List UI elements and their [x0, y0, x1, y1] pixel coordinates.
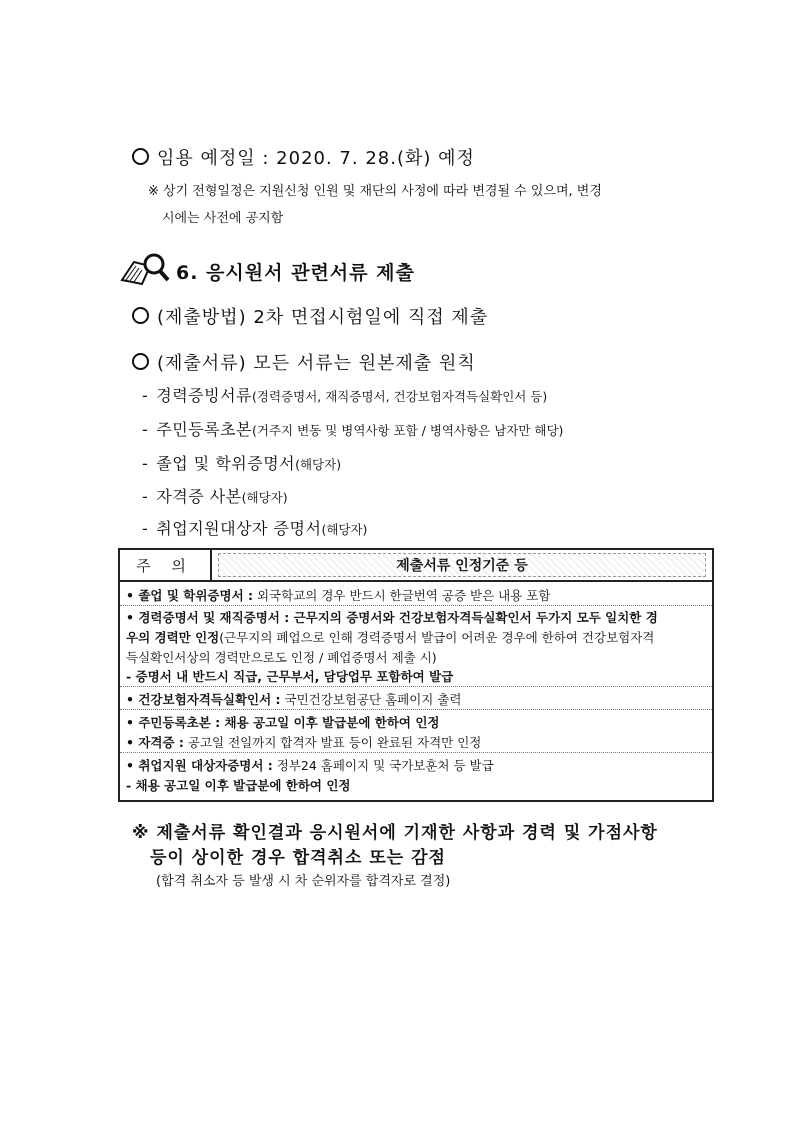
documents-title: (제출서류) 모든 서류는 원본제출 원칙: [132, 349, 476, 375]
footnote-line3: (합격 취소자 등 발생 시 차 순위자를 합격자로 결정): [156, 874, 451, 889]
appointment-date: 임용 예정일 : 2020. 7. 28.(화) 예정: [132, 144, 475, 170]
caution-title: 제출서류 인정기준 등: [218, 553, 706, 577]
caution-line: • 자격증 : 공고일 전일까지 합격자 발표 등이 완료된 자격만 인정: [126, 735, 482, 750]
circle-bullet-icon: [132, 307, 149, 324]
caution-line: - 채용 공고일 이후 발급분에 한하여 인정: [126, 778, 351, 793]
caution-line: • 경력증명서 및 재직증명서 : 근무지의 증명서와 건강보험자격득실확인서 두가지 모두 일치한 경: [126, 610, 658, 625]
caution-header: [120, 550, 712, 582]
caution-line: • 주민등록초본 : 채용 공고일 이후 발급분에 한하여 인정: [126, 715, 440, 730]
submission-method: (제출방법) 2차 면접시험일에 직접 제출: [132, 303, 488, 329]
document-item: - 취업지원대상자 증명서(해당자): [142, 519, 368, 538]
caution-box: [118, 548, 714, 802]
caution-line: • 건강보험자격득실확인서 : 국민건강보험공단 홈페이지 출력: [126, 692, 462, 707]
schedule-note-line2: 시에는 사전에 공지함: [162, 211, 284, 226]
caution-line: 우의 경력만 인정(근무지의 폐업으로 인해 경력증명서 발급이 어려운 경우에 한하여 건강보험자격: [126, 630, 655, 645]
schedule-note-line1: ※ 상기 전형일정은 지원신청 인원 및 재단의 사정에 따라 변경될 수 있으며, 변경: [148, 184, 602, 199]
magnifier-book-icon: [120, 250, 172, 286]
caution-label: 주 의: [120, 550, 212, 580]
caution-line: - 증명서 내 반드시 직급, 근무부서, 담당업무 포함하여 발급: [126, 669, 454, 684]
document-item: - 주민등록초본(거주지 변동 및 병역사항 포함 / 병역사항은 남자만 해당): [142, 420, 564, 439]
section-heading: 6. 응시원서 관련서류 제출: [176, 262, 415, 284]
footnote-line2: 등이 상이한 경우 합격취소 또는 감점: [150, 848, 446, 868]
caution-line: 득실확인서상의 경력만으로도 인정 / 폐업증명서 제출 시): [126, 650, 437, 665]
document-item: - 자격증 사본(해당자): [142, 487, 288, 506]
caution-line: • 졸업 및 학위증명서 : 외국학교의 경우 반드시 한글번역 공증 받은 내용 포함: [126, 588, 551, 603]
caution-line: • 취업지원 대상자증명서 : 정부24 홈페이지 및 국가보훈처 등 발급: [126, 758, 494, 773]
circle-bullet-icon: [132, 353, 149, 370]
document-item: - 졸업 및 학위증명서(해당자): [142, 454, 342, 473]
circle-bullet-icon: [132, 148, 149, 165]
footnote-line1: ※ 제출서류 확인결과 응시원서에 기재한 사항과 경력 및 가점사항: [132, 823, 658, 843]
document-item: - 경력증빙서류(경력증명서, 재직증명서, 건강보험자격득실확인서 등): [142, 386, 548, 405]
